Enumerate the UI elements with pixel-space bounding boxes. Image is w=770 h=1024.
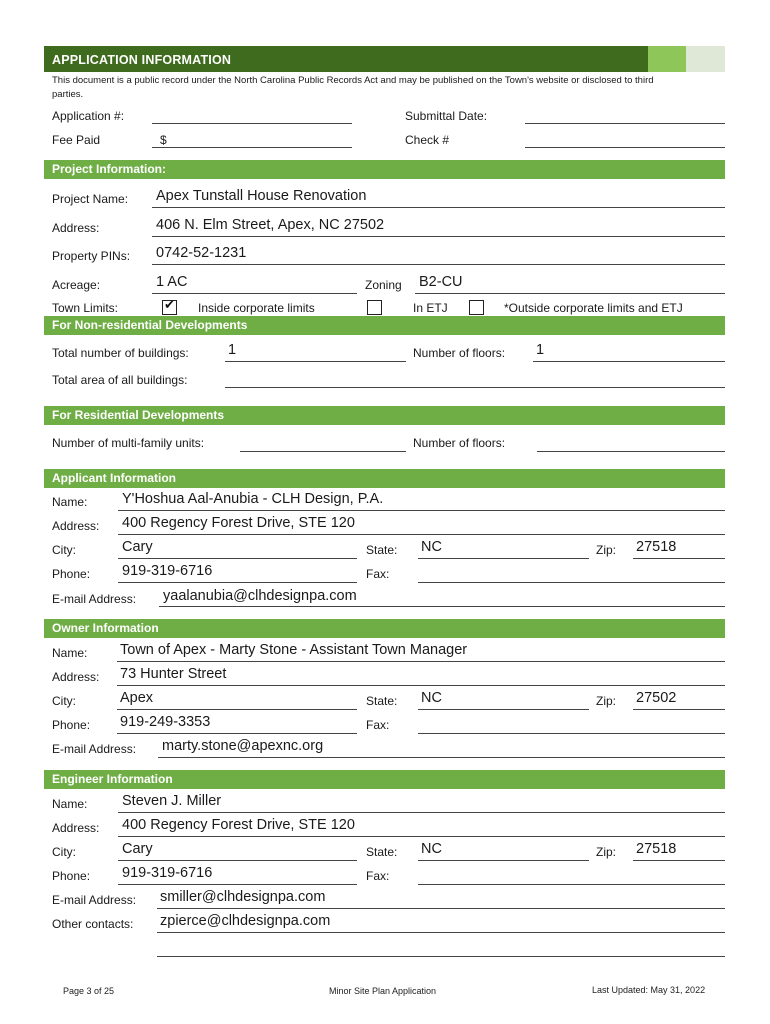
- engineer-name-field[interactable]: Steven J. Miller: [122, 793, 222, 809]
- applicant-address-field[interactable]: 400 Regency Forest Drive, STE 120: [122, 515, 355, 531]
- fee-paid-field[interactable]: $: [160, 133, 167, 147]
- acreage-field[interactable]: 1 AC: [156, 274, 188, 290]
- inside-limits-checkbox[interactable]: [162, 300, 177, 315]
- property-pins-field[interactable]: 0742-52-1231: [156, 245, 247, 261]
- owner-phone-label: Phone:: [52, 718, 91, 732]
- owner-name-field[interactable]: Town of Apex - Marty Stone - Assistant Town Manager: [120, 642, 468, 658]
- owner-city-label: City:: [52, 694, 76, 708]
- applicant-zip-field[interactable]: 27518: [636, 539, 677, 555]
- applicant-email-field[interactable]: yaalanubia@clhdesignpa.com: [163, 588, 357, 604]
- res-floors-field[interactable]: [537, 451, 725, 452]
- owner-address-label: Address:: [52, 670, 100, 684]
- applicant-city-label: City:: [52, 543, 76, 557]
- engineer-city-field[interactable]: Cary: [122, 841, 153, 857]
- fee-paid-label: Fee Paid: [52, 133, 101, 147]
- engineer-city-line: [118, 860, 357, 861]
- owner-city-line: [117, 709, 357, 710]
- applicant-header: [44, 469, 725, 488]
- acreage-line: [152, 293, 357, 294]
- application-no-label: Application #:: [52, 109, 125, 123]
- owner-header: [44, 619, 725, 638]
- engineer-title: Engineer Information: [52, 772, 173, 786]
- owner-state-field[interactable]: NC: [421, 690, 442, 706]
- submittal-date-field[interactable]: [525, 123, 725, 124]
- engineer-address-line: [118, 836, 725, 837]
- header-accent-green: [648, 46, 686, 72]
- address-field[interactable]: 406 N. Elm Street, Apex, NC 27502: [156, 217, 385, 233]
- owner-fax-label: Fax:: [366, 718, 390, 732]
- applicant-address-line: [118, 534, 725, 535]
- project-info-title: Project Information:: [52, 162, 167, 176]
- owner-zip-label: Zip:: [596, 694, 617, 708]
- applicant-address-label: Address:: [52, 519, 100, 533]
- fee-paid-line: [152, 147, 352, 148]
- owner-phone-field[interactable]: 919-249-3353: [120, 714, 211, 730]
- other-contacts-label: Other contacts:: [52, 917, 134, 931]
- project-name-label: Project Name:: [52, 192, 129, 206]
- acreage-label: Acreage:: [52, 278, 101, 292]
- check-no-label: Check #: [405, 133, 450, 147]
- applicant-name-label: Name:: [52, 495, 88, 509]
- engineer-name-label: Name:: [52, 797, 88, 811]
- engineer-zip-label: Zip:: [596, 845, 617, 859]
- applicant-phone-label: Phone:: [52, 567, 91, 581]
- other-contacts-extra-field[interactable]: [157, 956, 725, 957]
- public-record-notice-cont: parties.: [52, 89, 84, 100]
- address-line: [152, 236, 725, 237]
- last-updated: Last Updated: May 31, 2022: [592, 985, 706, 995]
- applicant-name-field[interactable]: Y'Hoshua Aal-Anubia - CLH Design, P.A.: [122, 491, 384, 507]
- owner-title: Owner Information: [52, 621, 159, 635]
- total-buildings-field[interactable]: 1: [228, 342, 237, 358]
- zoning-label: Zoning: [365, 278, 402, 292]
- engineer-address-label: Address:: [52, 821, 100, 835]
- applicant-state-label: State:: [366, 543, 398, 557]
- owner-zip-field[interactable]: 27502: [636, 690, 677, 706]
- engineer-fax-label: Fax:: [366, 869, 390, 883]
- total-area-label: Total area of all buildings:: [52, 373, 188, 387]
- engineer-zip-field[interactable]: 27518: [636, 841, 677, 857]
- residential-header: [44, 406, 725, 425]
- multifamily-units-field[interactable]: [240, 451, 406, 452]
- outside-limits-checkbox[interactable]: [469, 300, 484, 315]
- header-accent-pale: [686, 46, 725, 72]
- applicant-city-field[interactable]: Cary: [122, 539, 153, 555]
- owner-name-line: [117, 661, 725, 662]
- applicant-fax-label: Fax:: [366, 567, 390, 581]
- engineer-zip-line: [633, 860, 725, 861]
- residential-title: For Residential Developments: [52, 408, 225, 422]
- owner-city-field[interactable]: Apex: [120, 690, 154, 706]
- applicant-zip-line: [633, 558, 725, 559]
- applicant-name-line: [118, 510, 725, 511]
- applicant-state-line: [418, 558, 589, 559]
- owner-zip-line: [633, 709, 725, 710]
- owner-address-field[interactable]: 73 Hunter Street: [120, 666, 227, 682]
- application-no-field[interactable]: [152, 123, 352, 124]
- applicant-phone-field[interactable]: 919-319-6716: [122, 563, 213, 579]
- outside-limits-label: *Outside corporate limits and ETJ: [504, 301, 683, 315]
- applicant-fax-field[interactable]: [418, 582, 725, 583]
- engineer-email-line: [157, 908, 725, 909]
- application-info-header: [44, 46, 648, 72]
- applicant-title: Applicant Information: [52, 471, 176, 485]
- engineer-header: [44, 770, 725, 789]
- page-number: Page 3 of 25: [63, 986, 115, 996]
- engineer-state-label: State:: [366, 845, 398, 859]
- property-pins-label: Property PINs:: [52, 249, 131, 263]
- applicant-email-label: E-mail Address:: [52, 592, 137, 606]
- nonres-floors-field[interactable]: 1: [536, 342, 545, 358]
- engineer-email-field[interactable]: smiller@clhdesignpa.com: [160, 889, 326, 905]
- address-label: Address:: [52, 221, 100, 235]
- engineer-city-label: City:: [52, 845, 76, 859]
- engineer-address-field[interactable]: 400 Regency Forest Drive, STE 120: [122, 817, 355, 833]
- multifamily-units-label: Number of multi-family units:: [52, 436, 205, 450]
- engineer-name-line: [118, 812, 725, 813]
- applicant-zip-label: Zip:: [596, 543, 617, 557]
- check-mark-icon: ✔: [164, 298, 175, 313]
- engineer-phone-line: [118, 884, 357, 885]
- owner-email-line: [158, 757, 725, 758]
- owner-state-line: [418, 709, 589, 710]
- owner-state-label: State:: [366, 694, 398, 708]
- town-limits-label: Town Limits:: [52, 301, 119, 315]
- nonres-floors-label: Number of floors:: [413, 346, 506, 360]
- form-name: Minor Site Plan Application: [329, 986, 437, 996]
- owner-phone-line: [117, 733, 357, 734]
- public-record-notice: This document is a public record under the North Carolina Public Records Act and may be published on the Town's website or disclosed to third: [52, 75, 654, 86]
- total-area-field[interactable]: [225, 387, 725, 388]
- engineer-email-label: E-mail Address:: [52, 893, 137, 907]
- zoning-field[interactable]: B2-CU: [419, 274, 463, 290]
- check-no-field[interactable]: [525, 147, 725, 148]
- other-contacts-field[interactable]: zpierce@clhdesignpa.com: [160, 913, 331, 929]
- applicant-phone-line: [118, 582, 357, 583]
- other-contacts-line: [157, 932, 725, 933]
- etj-checkbox[interactable]: [367, 300, 382, 315]
- owner-email-field[interactable]: marty.stone@apexnc.org: [162, 738, 324, 754]
- submittal-date-label: Submittal Date:: [405, 109, 488, 123]
- non-residential-header: [44, 316, 725, 335]
- project-name-line: [152, 207, 725, 208]
- applicant-city-line: [118, 558, 357, 559]
- project-name-field[interactable]: Apex Tunstall House Renovation: [156, 188, 367, 204]
- engineer-state-line: [418, 860, 589, 861]
- nonres-floors-line: [533, 361, 725, 362]
- zoning-line: [415, 293, 725, 294]
- non-residential-title: For Non-residential Developments: [52, 318, 248, 332]
- total-buildings-label: Total number of buildings:: [52, 346, 189, 360]
- inside-limits-label: Inside corporate limits: [198, 301, 315, 315]
- owner-fax-field[interactable]: [418, 733, 725, 734]
- application-info-title: APPLICATION INFORMATION: [52, 53, 232, 67]
- owner-email-label: E-mail Address:: [52, 742, 137, 756]
- property-pins-line: [152, 264, 725, 265]
- owner-address-line: [117, 685, 725, 686]
- applicant-email-line: [159, 606, 725, 607]
- res-floors-label: Number of floors:: [413, 436, 506, 450]
- engineer-fax-field[interactable]: [418, 884, 725, 885]
- applicant-state-field[interactable]: NC: [421, 539, 442, 555]
- total-buildings-line: [225, 361, 406, 362]
- owner-name-label: Name:: [52, 646, 88, 660]
- project-info-header: [44, 160, 725, 179]
- etj-label: In ETJ: [413, 301, 448, 315]
- engineer-phone-field[interactable]: 919-319-6716: [122, 865, 213, 881]
- engineer-state-field[interactable]: NC: [421, 841, 442, 857]
- engineer-phone-label: Phone:: [52, 869, 91, 883]
